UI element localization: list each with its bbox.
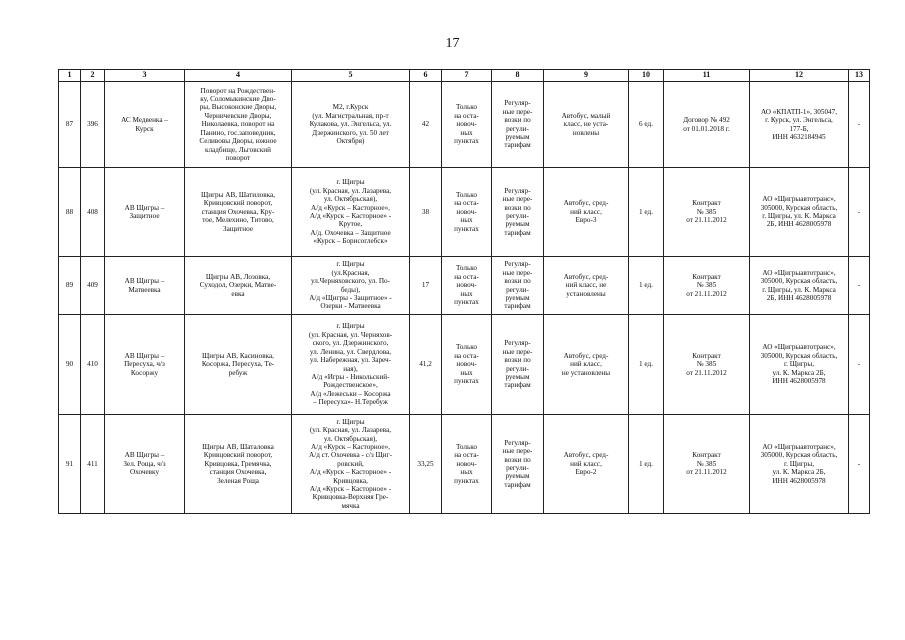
stops: Щигры АВ, Касиновка, Косоржа, Пересуха, Те- ребуж — [185, 315, 292, 415]
carrier: АО «Щигрыавтотранс», 305000, Курская область, г. Щигры, ул. К. Маркса 2Б, ИНН 4628005978 — [750, 257, 849, 315]
stops: Щигры АВ, Лозовка, Суходол, Озерки, Матве- евка — [185, 257, 292, 315]
transport-type: Регуляр- ные пере- возки по регули- руемым тарифам — [492, 168, 544, 257]
route-number: 408 — [81, 168, 105, 257]
carrier: АО «Щигрыавтотранс», 305000, Курская область, г. Щигры, ул. К. Маркса 2Б, ИНН 4628005978 — [750, 168, 849, 257]
route-number: 411 — [81, 415, 105, 514]
header-cell: 10 — [629, 70, 664, 82]
row-number: 89 — [59, 257, 81, 315]
boarding-order: Только на оста- новоч- ных пунктах — [442, 415, 492, 514]
notes: - — [849, 415, 870, 514]
row-number: 90 — [59, 315, 81, 415]
carrier: АО «КПАТП-1», 305047, г. Курск, ул. Энгельса, 177-Б, ИНН 4632184945 — [750, 82, 849, 168]
notes: - — [849, 168, 870, 257]
carrier: АО «Щигрыавтотранс», 305000, Курская область, г. Щигры, ул. К. Маркса 2Б, ИНН 4628005978 — [750, 415, 849, 514]
header-cell: 7 — [442, 70, 492, 82]
header-cell: 12 — [750, 70, 849, 82]
header-cell: 13 — [849, 70, 870, 82]
transport-type: Регуляр- ные пере- возки по регули- руемым тарифам — [492, 315, 544, 415]
vehicle-count: 1 ед. — [629, 415, 664, 514]
route-name: АВ Щигры – Матвеевка — [105, 257, 185, 315]
contract: Контракт № 385 от 21.11.2012 — [664, 168, 750, 257]
routes-table — [58, 69, 870, 514]
table-row — [59, 415, 870, 514]
transport-type: Регуляр- ные пере- возки по регули- руемым тарифам — [492, 257, 544, 315]
header-row — [59, 70, 870, 82]
table-row — [59, 82, 870, 168]
streets-roads: г. Щигры (ул. Красная, ул. Лазарева, ул. Октябрьская), А/д «Курск – Касторное», А/д «Курск – Касторное» - Крутое, А/д. Охочевка – Защитное «Курск – Борисоглебск» — [292, 168, 410, 257]
vehicle-count: 6 ед. — [629, 82, 664, 168]
stops: Щигры АВ, Шаталовка Кривцовский поворот, Кривцовка, Гремячка, станция Охочевка, Зеленая Роща — [185, 415, 292, 514]
boarding-order: Только на оста- новоч- ных пунктах — [442, 257, 492, 315]
contract: Контракт № 385 от 21.11.2012 — [664, 257, 750, 315]
row-number: 87 — [59, 82, 81, 168]
vehicle-count: 1 ед. — [629, 168, 664, 257]
row-number: 91 — [59, 415, 81, 514]
contract: Договор № 492 от 01.01.2018 г. — [664, 82, 750, 168]
route-number: 396 — [81, 82, 105, 168]
contract: Контракт № 385 от 21.11.2012 — [664, 315, 750, 415]
streets-roads: г. Щигры (ул.Красная, ул.Черняховского, ул. По- беды), А/д «Щигры - Защитное» - Озерки - Матвеевка — [292, 257, 410, 315]
route-number: 410 — [81, 315, 105, 415]
contract: Контракт № 385 от 21.11.2012 — [664, 415, 750, 514]
vehicle-class: Автобус, сред- ний класс, Евро-3 — [544, 168, 629, 257]
header-cell: 9 — [544, 70, 629, 82]
transport-type: Регуляр- ные пере- возки по регули- руемым тарифам — [492, 415, 544, 514]
vehicle-count: 1 ед. — [629, 257, 664, 315]
boarding-order: Только на оста- новоч- ных пунктах — [442, 315, 492, 415]
row-number: 88 — [59, 168, 81, 257]
route-name: АВ Щигры – Зел. Роща, ч/з Охочевку — [105, 415, 185, 514]
vehicle-class: Автобус, сред- ний класс, не установлены — [544, 315, 629, 415]
route-number: 409 — [81, 257, 105, 315]
header-cell: 6 — [410, 70, 442, 82]
header-cell: 11 — [664, 70, 750, 82]
route-name: АВ Щигры – Защитное — [105, 168, 185, 257]
header-cell: 1 — [59, 70, 81, 82]
table-row — [59, 315, 870, 415]
carrier: АО «Щигрыавтотранс», 305000, Курская область, г. Щигры, ул. К. Маркса 2Б, ИНН 4628005978 — [750, 315, 849, 415]
header-cell: 4 — [185, 70, 292, 82]
notes: - — [849, 82, 870, 168]
streets-roads: М2, г.Курск (ул. Магистральная, пр-т Кулакова, ул. Энгельса, ул. Дзержинского, ул. 50 лет Октября) — [292, 82, 410, 168]
stops: Поворот на Рождествен- ку, Соломыкинские Дво- ры, Высоконские Дворы, Черничевские Дворы, Николаевка, поворот на Панино, гос.заповедник, Селивовы Дворы, южное кладбище, Льговский поворот — [185, 82, 292, 168]
table-row — [59, 168, 870, 257]
header-cell: 8 — [492, 70, 544, 82]
route-length: 42 — [410, 82, 442, 168]
route-name: АВ Щигры – Пересуха, ч/з Косоржу — [105, 315, 185, 415]
route-length: 33,25 — [410, 415, 442, 514]
stops: Щигры АВ, Шатиловка, Кривцовский поворот, станция Охочевка, Кру- тое, Мелехино, Титово, Защитное — [185, 168, 292, 257]
boarding-order: Только на оста- новоч- ных пунктах — [442, 168, 492, 257]
vehicle-count: 1 ед. — [629, 315, 664, 415]
table-row — [59, 257, 870, 315]
route-name: АС Медвенка – Курск — [105, 82, 185, 168]
streets-roads: г. Щигры (ул. Красная, ул. Черняхов- ского, ул. Дзержинского, ул. Ленина, ул. Свердлова, ул. Набережная, ул. Зареч- ная), А/д «Игры - Никольский- Рождественское», А/д «Лежеськи – Косоржа – Пересуха»- Н.Теребуж — [292, 315, 410, 415]
header-cell: 5 — [292, 70, 410, 82]
vehicle-class: Автобус, сред- ний класс, Евро-2 — [544, 415, 629, 514]
route-length: 41,2 — [410, 315, 442, 415]
header-cell: 2 — [81, 70, 105, 82]
notes: - — [849, 257, 870, 315]
route-length: 38 — [410, 168, 442, 257]
streets-roads: г. Щигры (ул. Красная, ул. Лазарева, ул. Октябрьская), А/д «Курск – Касторное», А/д ст. Охочевка - с/з Щиг- ровский, А/д «Курск – Касторное» - Кривцовка, А/д «Курск – Касторное» - Кривцовка-Верхняя Гре- мячка — [292, 415, 410, 514]
page-number: 17 — [445, 36, 460, 51]
notes: - — [849, 315, 870, 415]
route-length: 17 — [410, 257, 442, 315]
vehicle-class: Автобус, малый класс, не уста- новлены — [544, 82, 629, 168]
boarding-order: Только на оста- новоч- ных пунктах — [442, 82, 492, 168]
header-cell: 3 — [105, 70, 185, 82]
vehicle-class: Автобус, сред- ний класс, не установлены — [544, 257, 629, 315]
transport-type: Регуляр- ные пере- возки по регули- руемым тарифам — [492, 82, 544, 168]
